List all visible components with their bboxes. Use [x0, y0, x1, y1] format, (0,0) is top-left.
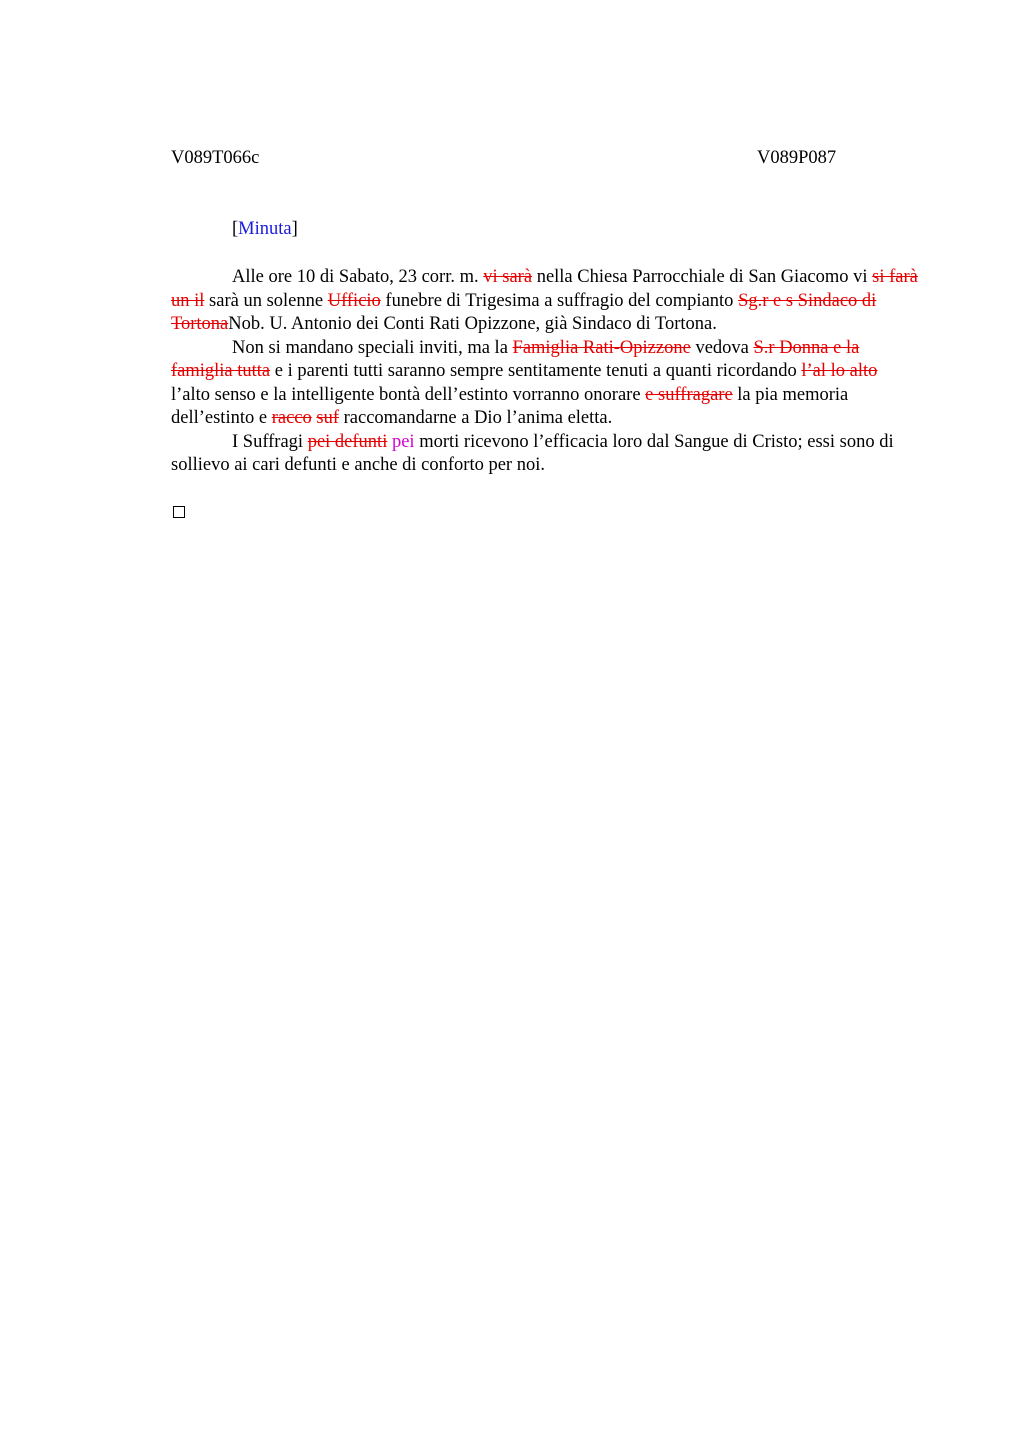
bracket-close: ]	[291, 219, 298, 239]
text-run: Nob. U. Antonio dei Conti Rati Opizzone, già Sindaco di Tortona.	[228, 314, 717, 334]
end-marker-box	[173, 506, 185, 518]
deleted-text: racco	[271, 408, 312, 428]
text-run: nella Chiesa Parrocchiale di San Giacomo vi	[532, 267, 873, 287]
text-run: l’alto senso e la intelligente bontà dell’estinto vorranno onorare	[171, 384, 646, 405]
text-run: e i parenti tutti saranno sempre sentitamente tenuti a quanti ricordando	[270, 361, 802, 381]
deleted-text: Famiglia Rati-Opizzone	[512, 337, 691, 358]
text-run: funebre di Trigesima a suffragio del compianto	[380, 290, 739, 311]
text-run: Non si mandano speciali inviti, ma la	[232, 337, 513, 358]
draft-label	[232, 218, 298, 240]
deleted-text: pei defunti	[307, 431, 388, 452]
bracket-open: [	[232, 219, 239, 239]
paragraph-1	[171, 266, 921, 337]
text-run: raccomandarne a Dio l’anima eletta.	[339, 408, 613, 428]
deleted-text: e suffragare	[645, 384, 733, 405]
deleted-text: l’al lo alto	[801, 361, 878, 381]
deleted-text: si farà un il	[171, 267, 918, 311]
deleted-text: Sg.r e s Sindaco di Tortona	[171, 290, 877, 334]
deleted-text: vi sarà	[483, 267, 533, 287]
text-run: Alle ore 10 di Sabato, 23 corr. m.	[232, 267, 484, 287]
paragraph-3	[171, 431, 921, 478]
page-code: V089P087	[757, 148, 837, 168]
deleted-text: suf	[316, 408, 339, 428]
document-code: V089T066c	[171, 148, 260, 168]
text-run: vedova	[690, 337, 754, 358]
draft-label-text: Minuta	[238, 219, 292, 239]
paragraph-2	[171, 337, 921, 431]
document-body	[171, 266, 921, 478]
text-run: sarà un solenne	[204, 290, 328, 311]
text-run: morti ricevono l’efficacia loro dal Sangue di Cristo; essi sono di sollievo ai cari defunti e anche di conforto per noi.	[171, 431, 894, 475]
text-run: I Suffragi	[232, 431, 308, 452]
text-run: la pia memoria dell’estinto e	[171, 384, 849, 428]
deleted-text: Ufficio	[327, 290, 381, 311]
deleted-text: S.r Donna e la famiglia tutta	[171, 337, 860, 381]
inserted-text: pei	[391, 431, 415, 452]
